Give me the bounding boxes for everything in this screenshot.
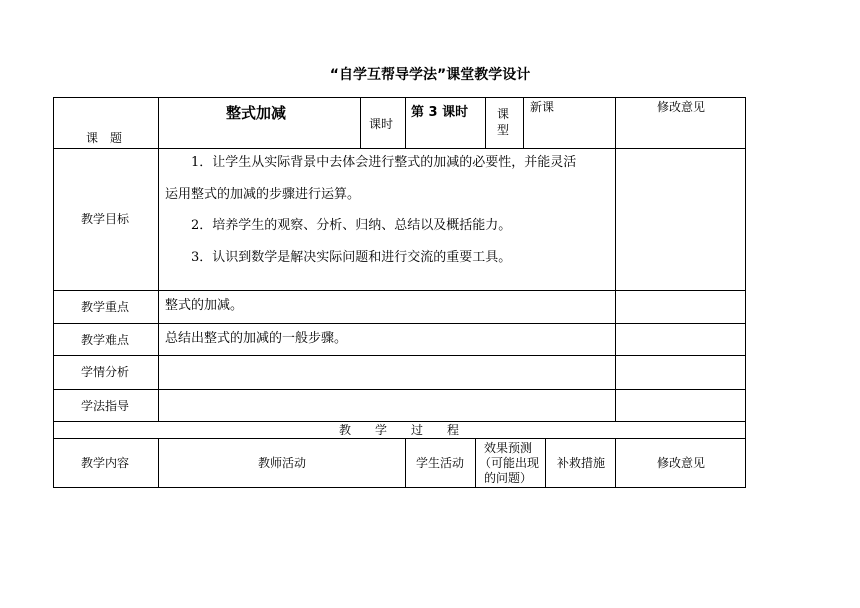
- key-points-label: 教学重点: [81, 300, 130, 314]
- column-effect-3: 的问题）: [484, 471, 533, 485]
- table-rule: [53, 148, 746, 149]
- learning-analysis-label: 学情分析: [81, 365, 130, 379]
- table-rule: [405, 438, 406, 487]
- type-label-bottom: 型: [497, 123, 510, 137]
- column-effect-1: 效果预测: [484, 441, 533, 455]
- type-label-top: 课: [497, 107, 510, 121]
- table-border-top: [53, 97, 746, 98]
- table-border-right: [745, 97, 746, 488]
- page-title: “自学互帮导学法”课堂教学设计: [329, 67, 531, 83]
- column-remedy: 补救措施: [557, 456, 606, 470]
- objective-line-1: 1．让学生从实际背景中去体会进行整式的加减的必要性，并能灵活: [191, 155, 577, 170]
- column-revision: 修改意见: [657, 456, 706, 470]
- method-guide-label: 学法指导: [81, 399, 130, 413]
- column-teacher: 教师活动: [258, 456, 307, 470]
- topic-value: 整式加减: [226, 104, 287, 122]
- table-rule: [615, 97, 616, 422]
- table-rule: [53, 290, 746, 291]
- objective-line-4: 3．认识到数学是解决实际问题和进行交流的重要工具。: [191, 250, 512, 265]
- table-rule: [405, 97, 406, 148]
- objective-line-2: 运用整式的加减的步骤进行运算。: [165, 187, 361, 202]
- table-rule: [360, 97, 361, 148]
- table-rule: [53, 355, 746, 356]
- topic-label: 课 题: [86, 131, 123, 145]
- table-rule: [53, 389, 746, 390]
- hours-value: 第 3 课时: [411, 105, 469, 120]
- column-student: 学生活动: [416, 456, 465, 470]
- table-rule: [485, 97, 486, 148]
- column-effect-2: （可能出现: [479, 456, 540, 470]
- key-points-value: 整式的加减。: [165, 298, 244, 313]
- hours-label: 课时: [369, 117, 394, 131]
- process-title: 教 学 过 程: [339, 423, 460, 437]
- table-rule: [53, 323, 746, 324]
- type-value: 新课: [530, 100, 555, 114]
- column-content: 教学内容: [81, 456, 130, 470]
- table-rule: [53, 438, 746, 439]
- objective-line-3: 2．培养学生的观察、分析、归纳、总结以及概括能力。: [191, 218, 512, 233]
- difficulties-value: 总结出整式的加减的一般步骤。: [165, 331, 348, 346]
- table-border-left: [53, 97, 54, 488]
- objectives-label: 教学目标: [81, 212, 130, 226]
- table-rule: [545, 438, 546, 487]
- revision-label: 修改意见: [657, 100, 706, 114]
- table-rule: [158, 438, 159, 487]
- table-rule: [523, 97, 524, 148]
- table-rule: [158, 97, 159, 422]
- difficulties-label: 教学难点: [81, 333, 130, 347]
- table-border-bottom: [53, 487, 746, 488]
- table-rule: [615, 438, 616, 487]
- table-rule: [475, 438, 476, 487]
